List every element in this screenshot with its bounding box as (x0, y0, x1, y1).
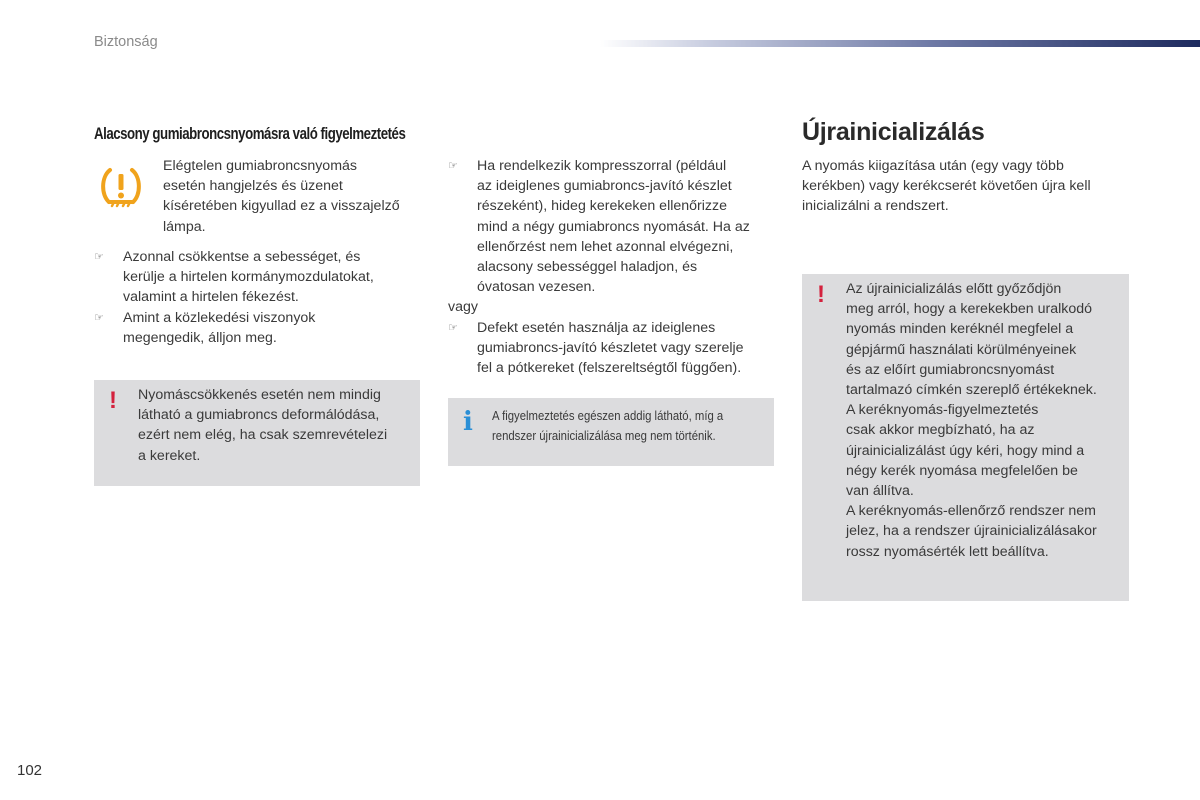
text-line: az ideiglenes gumiabroncs-javító készlet (477, 178, 732, 195)
page-number: 102 (17, 762, 43, 779)
list-item (448, 318, 774, 379)
text-line: újrainicializálást úgy kéri, hogy mind a (846, 442, 1085, 459)
text-line: tartalmazó címkén szereplő értékeknek. (846, 382, 1097, 399)
header-gradient-bar (600, 40, 1200, 47)
pointing-hand-icon: ☞ (448, 160, 458, 172)
pointing-hand-icon: ☞ (94, 251, 104, 263)
text-line: ellenőrzést nem lehet azonnal elvégezni, (477, 238, 734, 255)
text-line: A nyomás kiigazítása után (egy vagy több (802, 158, 1064, 174)
text-line: rossz nyomásérték lett beállítva. (846, 543, 1049, 560)
text-line: nyomás minden keréknél megfelel a (846, 321, 1074, 338)
text-line: meg arról, hogy a kerekekben uralkodó (846, 301, 1093, 318)
text-line: csak akkor megbízható, ha az (846, 422, 1035, 439)
text-line: ezért nem elég, ha csak szemrevételezi (138, 427, 388, 444)
list-item (448, 156, 774, 297)
text-line: kerülje a hirtelen kormánymozdulatokat, (123, 269, 374, 286)
text-line: négy kerék nyomása megfelelően be (846, 462, 1078, 479)
text-line: Defekt esetén használja az ideiglenes (477, 319, 716, 336)
middle-info-text (492, 406, 762, 446)
text-line: Elégtelen gumiabroncsnyomás (163, 158, 358, 174)
text-line: Azonnal csökkentse a sebességet, és (123, 249, 361, 265)
text-line: jelez, ha a rendszer újrainicializálásakor (846, 523, 1097, 540)
reinit-heading: Újrainicializálás (802, 118, 985, 146)
text-line: A keréknyomás-figyelmeztetés (846, 402, 1039, 419)
middle-info-box (448, 398, 774, 466)
text-line: óvatosan vezesen. (477, 279, 596, 296)
text-line: A figyelmeztetés egészen addig látható, míg a (492, 409, 724, 423)
text-line: lámpa. (163, 218, 206, 235)
left-subheading: Alacsony gumiabroncsnyomásra való figyelmeztetés (94, 124, 406, 143)
list-item (94, 247, 404, 308)
pointing-hand-icon: ☞ (448, 321, 458, 334)
text-line: kíséretében kigyullad ez a visszajelző (163, 198, 400, 215)
text-line: A keréknyomás-ellenőrző rendszer nem (846, 503, 1096, 520)
tire-pressure-warning-icon (98, 164, 144, 210)
pointing-hand-icon: ☞ (94, 311, 104, 324)
text-line: alacsony sebességgel haladjon, és (477, 259, 698, 276)
or-separator: vagy (448, 299, 478, 316)
right-warning-text (846, 279, 1128, 562)
text-line: Nyomáscsökkenés esetén nem mindig (138, 387, 381, 403)
text-line: mind a négy gumiabroncs nyomását. Ha az (477, 218, 750, 235)
text-line: esetén hangjelzés és üzenet (163, 178, 343, 195)
section-title: Biztonság (94, 34, 158, 50)
text-line: Amint a közlekedési viszonyok (123, 309, 316, 326)
exclamation-icon: ! (109, 387, 117, 414)
text-line: a kereket. (138, 447, 201, 464)
text-line: inicializálni a rendszert. (802, 198, 949, 215)
middle-instruction-list (448, 156, 774, 378)
text-line: megengedik, álljon meg. (123, 329, 277, 346)
text-line: látható a gumiabroncs deformálódása, (138, 407, 380, 424)
text-line: van állítva. (846, 483, 914, 500)
exclamation-icon: ! (817, 281, 825, 308)
text-line: Az újrainicializálás előtt győződjön (846, 281, 1062, 297)
text-line: fel a pótkereket (felszereltségtől függően). (477, 360, 742, 377)
text-line: gumiabroncs-javító készletet vagy szerelje (477, 339, 744, 356)
left-warning-box (94, 380, 420, 486)
list-item (94, 308, 404, 348)
text-line: Ha rendelkezik kompresszorral (például (477, 158, 727, 174)
text-line: kerékben) vagy kerékcserét követően újra kell (802, 178, 1091, 195)
reinit-intro (802, 156, 1132, 217)
info-icon: i (463, 407, 473, 437)
lamp-description (163, 156, 425, 237)
text-line: valamint a hirtelen fékezést. (123, 289, 299, 306)
text-line: részeként), hideg kerekeken ellenőrizze (477, 198, 727, 215)
left-warning-text (138, 385, 418, 466)
text-line: és az előírt gumiabroncsnyomást (846, 361, 1055, 378)
text-line: rendszer újrainicializálása meg nem történik. (492, 429, 716, 443)
right-warning-box (802, 274, 1129, 601)
text-line: gépjármű használati körülményeinek (846, 341, 1077, 358)
left-instruction-list (94, 247, 404, 348)
